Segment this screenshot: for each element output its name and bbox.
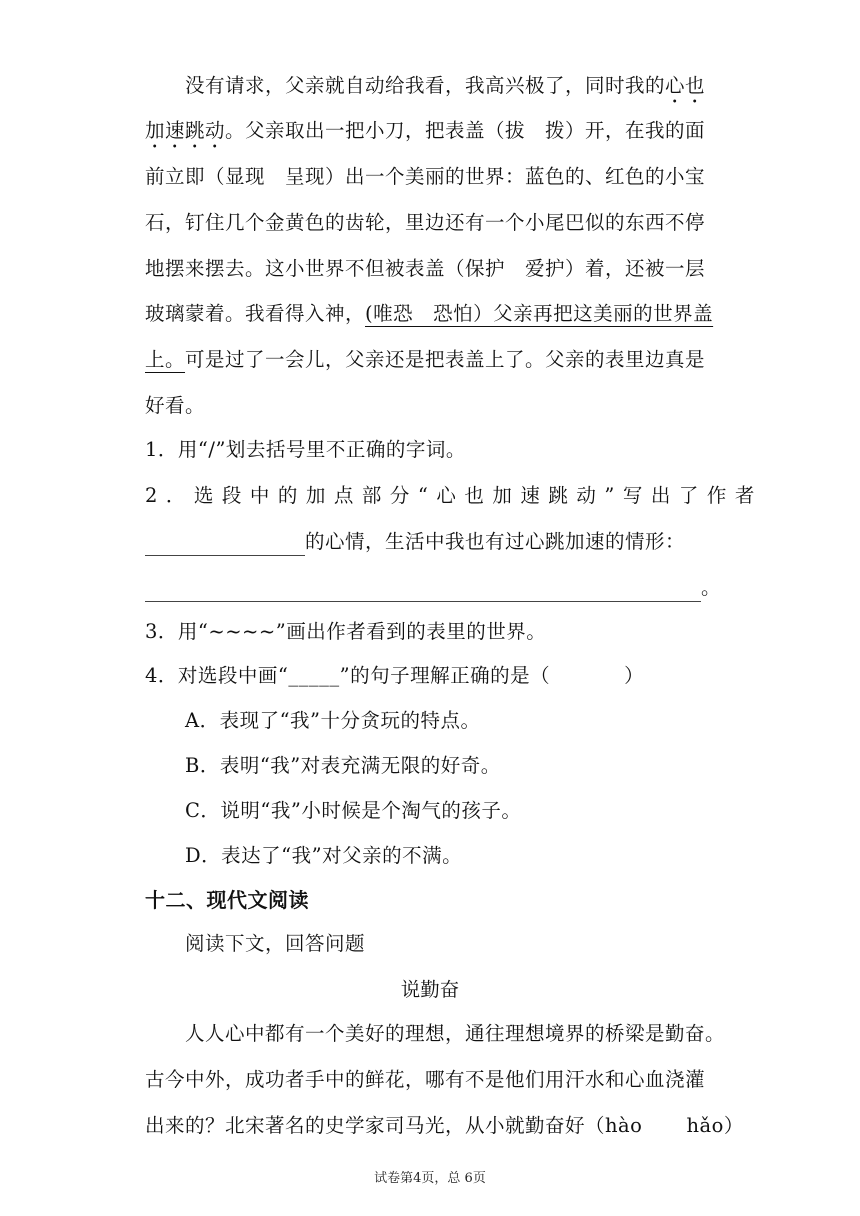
question-1: 1．用“/”划去括号里不正确的字词。	[145, 438, 466, 461]
dotted-text: 心也	[665, 74, 706, 97]
passage-line-2	[145, 117, 717, 153]
section-heading: 十二、现代文阅读	[145, 888, 309, 912]
question-2-line-2	[145, 528, 717, 556]
passage-line-1	[185, 72, 757, 108]
passage-line-4: 石，钉住几个金黄色的齿轮，里边还有一个小尾巴似的东西不停	[145, 211, 706, 234]
section-instruction: 阅读下文，回答问题	[185, 932, 366, 955]
underlined-sentence: 上。	[145, 348, 186, 371]
option-c[interactable]: C．说明“我”小时候是个淘气的孩子。	[185, 799, 522, 822]
answer-blank[interactable]	[145, 533, 305, 556]
question-text: 的心情，生活中我也有过心跳加速的情形：	[305, 530, 686, 553]
question-3: 3．用“~~~~”画出作者看到的表里的世界。	[145, 620, 547, 643]
question-2: 2．选段中的加点部分“心也加速跳动”写出了作者	[145, 484, 763, 507]
passage-line-7	[145, 346, 717, 374]
question-text: 。	[701, 576, 722, 599]
article-title: 说勤奋	[400, 978, 460, 1001]
passage-text: 。父亲取出一把小刀，把表盖（拔 拨）开，在我的面	[225, 119, 706, 142]
article-paragraph-line-3	[145, 1112, 744, 1140]
passage-text: 玻璃蒙着。我看得入神，	[145, 302, 366, 325]
page-footer: 试卷第4页，总 6页	[374, 1171, 486, 1186]
option-b[interactable]: B．表明“我”对表充满无限的好奇。	[185, 754, 501, 777]
passage-text: 可是过了一会儿，父亲还是把表盖上了。父亲的表里边真是	[185, 348, 706, 371]
passage-text: 没有请求，父亲就自动给我看，我高兴极了，同时我的	[185, 74, 666, 97]
dotted-text: 加速跳动	[145, 119, 226, 142]
answer-blank[interactable]	[145, 579, 701, 602]
passage-line-6	[145, 300, 717, 328]
article-paragraph-line-1: 人人心中都有一个美好的理想，通往理想境界的桥梁是勤奋。	[185, 1022, 726, 1045]
question-4	[145, 662, 717, 690]
question-text: ）	[624, 664, 645, 687]
question-text: 4．对选段中画“_____”的句子理解正确的是（	[145, 664, 551, 687]
passage-line-3: 前立即（显现 呈现）出一个美丽的世界：蓝色的、红色的小宝	[145, 165, 706, 188]
question-2-line-3	[145, 574, 722, 602]
article-text: 出来的？北宋著名的史学家司马光，从小就勤奋好（hào	[145, 1114, 643, 1137]
option-a[interactable]: A．表现了“我”十分贪玩的特点。	[185, 709, 481, 732]
passage-line-8: 好看。	[145, 394, 206, 417]
article-paragraph-line-2: 古今中外，成功者手中的鲜花，哪有不是他们用汗水和心血浇灌	[145, 1068, 706, 1091]
passage-line-5: 地摆来摆去。这小世界不但被表盖（保护 爱护）着，还被一层	[145, 257, 706, 280]
article-text: hǎo）	[686, 1114, 744, 1137]
underlined-sentence: (唯恐 恐怕）父亲再把这美丽的世界盖	[365, 302, 714, 325]
option-d[interactable]: D．表达了“我”对父亲的不满。	[185, 844, 463, 867]
